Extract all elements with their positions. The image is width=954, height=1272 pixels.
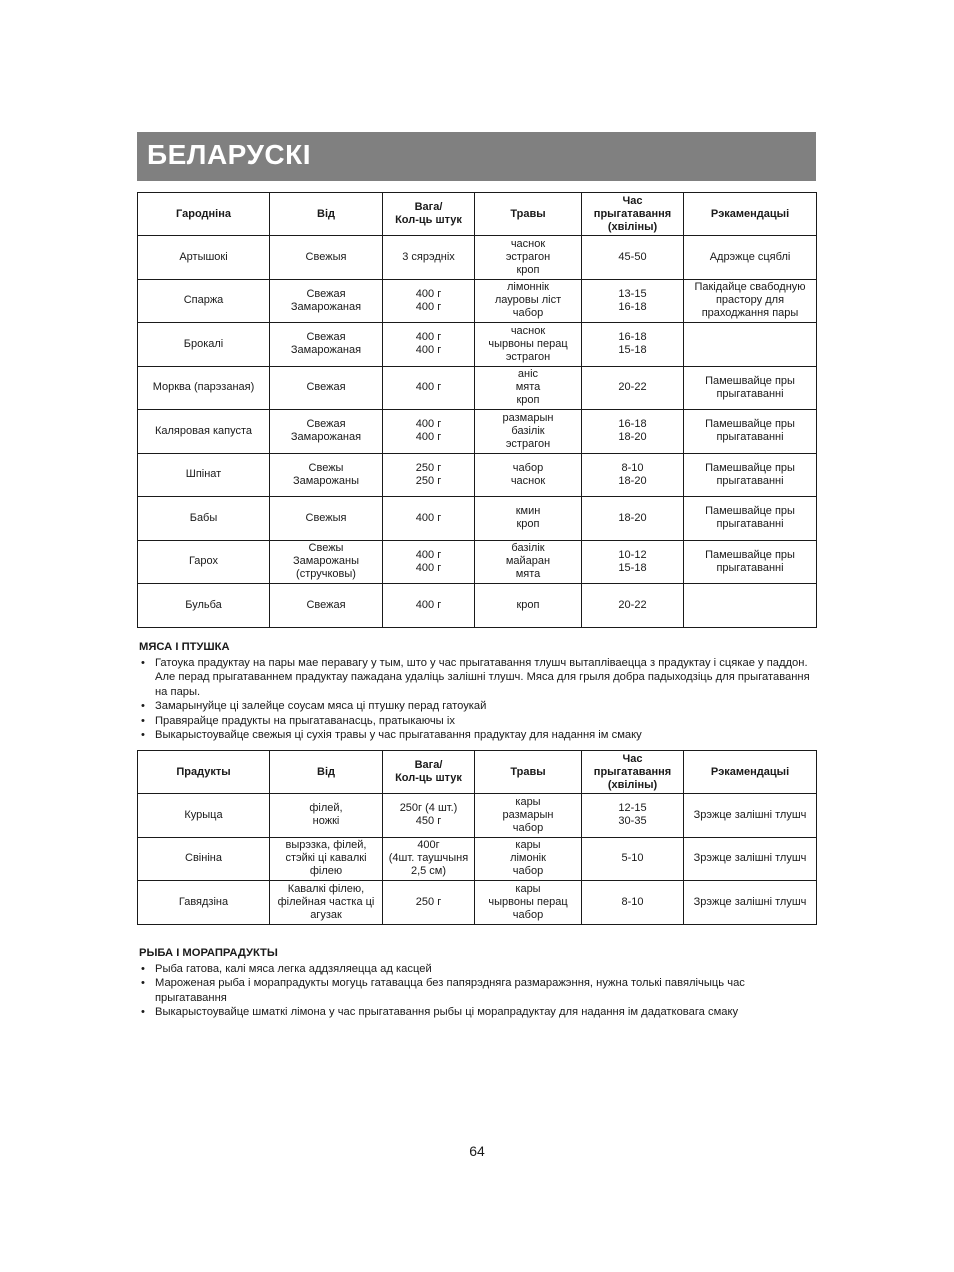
- table-row: [138, 584, 817, 628]
- table-cell: 400 г 400 г: [383, 540, 475, 584]
- table-row: [138, 453, 817, 497]
- table-row: [138, 236, 817, 280]
- fish-seafood-section: [139, 946, 819, 1020]
- table-row: [138, 540, 817, 584]
- list-item-text: Замарынуйце ці залейце соусам мяса ці птушку перад гатоукай: [155, 700, 487, 712]
- list-item: [139, 976, 819, 1005]
- header-cell: Травы: [475, 193, 582, 236]
- table-row: [138, 881, 817, 925]
- tips-list: [139, 962, 819, 1020]
- header-cell: Гароднiна: [138, 193, 270, 236]
- table-cell: Свежыя: [270, 497, 383, 541]
- table-cell: Спаржа: [138, 279, 270, 323]
- table-cell: Памешвайце пры прыгатаваннi: [684, 497, 817, 541]
- tips-list: [139, 656, 819, 743]
- table-cell: [684, 584, 817, 628]
- bullet-icon: •: [141, 977, 145, 989]
- table-cell: кары размарын чабор: [475, 794, 582, 838]
- table-cell: Бульба: [138, 584, 270, 628]
- table-cell: Свежыя: [270, 236, 383, 280]
- page-number: 64: [469, 1143, 485, 1159]
- table-row: [138, 366, 817, 410]
- table-cell: Каляровая капуста: [138, 410, 270, 454]
- table-cell: 400 г 400 г: [383, 279, 475, 323]
- table-cell: 250г (4 шт.) 450 г: [383, 794, 475, 838]
- bullet-icon: •: [141, 729, 145, 741]
- table-cell: кмин кроп: [475, 497, 582, 541]
- table-cell: чабор часнок: [475, 453, 582, 497]
- table-cell: 20-22: [582, 584, 684, 628]
- table-cell: Свежая Замарожаная: [270, 279, 383, 323]
- list-item-text: Выкарыстоувайце шматкі лімона у час прыгатавання рыбы ці морапрадуктау для надання ім дадатковага смаку: [155, 1006, 739, 1018]
- table-cell: Курыца: [138, 794, 270, 838]
- header-cell: Від: [270, 751, 383, 794]
- table-cell: 400г (4шт. таушчыня 2,5 см): [383, 837, 475, 881]
- header-cell: Рэкамендацыi: [684, 193, 817, 236]
- table-cell: Свежая Замарожаная: [270, 323, 383, 367]
- table-cell: Свежая: [270, 584, 383, 628]
- table-cell: Бабы: [138, 497, 270, 541]
- table-cell: Зрэжце залiшнi тлушч: [684, 837, 817, 881]
- table-cell: 8-10 18-20: [582, 453, 684, 497]
- meat-poultry-section: [139, 640, 819, 743]
- list-item: [139, 1005, 819, 1020]
- table-cell: 18-20: [582, 497, 684, 541]
- table-cell: кары чырвоны перац чабор: [475, 881, 582, 925]
- table-cell: 16-18 15-18: [582, 323, 684, 367]
- table-cell: 5-10: [582, 837, 684, 881]
- table-cell: лімоннік лауровы ліст чабор: [475, 279, 582, 323]
- table-cell: 400 г 400 г: [383, 323, 475, 367]
- table-cell: 13-15 16-18: [582, 279, 684, 323]
- table-cell: Памешвайце пры прыгатаваннi: [684, 540, 817, 584]
- header-cell: Від: [270, 193, 383, 236]
- table-cell: размарын базiлiк эстрагон: [475, 410, 582, 454]
- table-cell: Памешвайце пры прыгатаваннi: [684, 366, 817, 410]
- table-cell: 250 г 250 г: [383, 453, 475, 497]
- table-cell: 20-22: [582, 366, 684, 410]
- table-cell: кары лімонік чабор: [475, 837, 582, 881]
- table-cell: 400 г 400 г: [383, 410, 475, 454]
- table-row: [138, 794, 817, 838]
- list-item-text: Гатоука прадуктау на пары мае перавагу у тым, што у час прыгатавання тлушч вытапліваецца з прадуктау і сцякае у паддон. Але перад прыгатаваннем прадуктау пажадана удаліць залішні тлушч. Мяса для грыля добра падыходзіць для прыгатавання на пары.: [155, 656, 810, 698]
- table-cell: Свiнiна: [138, 837, 270, 881]
- header-cell: Травы: [475, 751, 582, 794]
- table-cell: Артышокi: [138, 236, 270, 280]
- bullet-icon: •: [141, 1006, 145, 1018]
- header-cell: Рэкамендацыi: [684, 751, 817, 794]
- table-cell: Памешвайце пры прыгатаваннi: [684, 453, 817, 497]
- table-cell: анiс мята кроп: [475, 366, 582, 410]
- table-cell: часнок чырвоны перац эстрагон: [475, 323, 582, 367]
- section-heading: РЫБА I МОРАПРАДУКТЫ: [139, 947, 278, 959]
- table-cell: Зрэжце залiшнi тлушч: [684, 881, 817, 925]
- bullet-icon: •: [141, 962, 145, 975]
- table-cell: Гавядзiна: [138, 881, 270, 925]
- table-row: [138, 323, 817, 367]
- header-cell: Час прыгатавання (хвiлiны): [582, 751, 684, 794]
- table-cell: Шпiнат: [138, 453, 270, 497]
- list-item-text: Мароженая рыба і морапрадукты могуць гатавацца без папярэдняга размаражэння, нужна толькі павялічыць час прыгатавання: [155, 977, 745, 1004]
- table-cell: Памешвайце пры прыгатаваннi: [684, 410, 817, 454]
- table-cell: філей, ножкі: [270, 794, 383, 838]
- bullet-icon: •: [141, 714, 145, 727]
- header-cell: Вага/ Кол-ць штук: [383, 193, 475, 236]
- vegetables-table: [137, 192, 817, 628]
- table-cell: Кавалкі філею, філейная частка ці агузак: [270, 881, 383, 925]
- table-cell: Свежы Замарожаны (стручковы): [270, 540, 383, 584]
- table-cell: базiлiк майаран мята: [475, 540, 582, 584]
- list-item-text: Рыба гатова, калі мяса легка аддзяляецца ад касцей: [155, 962, 432, 975]
- list-item: [139, 728, 819, 743]
- table-cell: Морква (парэзаная): [138, 366, 270, 410]
- table-cell: Адрэжце сцяблi: [684, 236, 817, 280]
- table-cell: вырэзка, філей, стэйкі ці кавалкі філею: [270, 837, 383, 881]
- table-cell: часнок эстрагон кроп: [475, 236, 582, 280]
- table-cell: Свежы Замарожаны: [270, 453, 383, 497]
- section-banner: [137, 132, 816, 181]
- list-item: [139, 699, 819, 714]
- table-cell: 12-15 30-35: [582, 794, 684, 838]
- table-cell: [684, 323, 817, 367]
- list-item: [139, 656, 819, 700]
- table-cell: 400 г: [383, 366, 475, 410]
- table-cell: 45-50: [582, 236, 684, 280]
- list-item-text: Выкарыстоувайце свежыя ці сухія травы у час прыгатавання прадуктау для надання ім смаку: [155, 729, 642, 741]
- bullet-icon: •: [141, 656, 145, 669]
- table-row: [138, 837, 817, 881]
- table-cell: 8-10: [582, 881, 684, 925]
- table-cell: Свежая: [270, 366, 383, 410]
- table-cell: Свежая Замарожаная: [270, 410, 383, 454]
- header-cell: Вага/ Кол-ць штук: [383, 751, 475, 794]
- bullet-icon: •: [141, 700, 145, 712]
- table-header-row: [138, 193, 817, 236]
- table-cell: 250 г: [383, 881, 475, 925]
- table-cell: 400 г: [383, 584, 475, 628]
- table-row: [138, 279, 817, 323]
- table-cell: 400 г: [383, 497, 475, 541]
- table-cell: Зрэжце залiшнi тлушч: [684, 794, 817, 838]
- meat-table: [137, 750, 817, 925]
- table-cell: 10-12 15-18: [582, 540, 684, 584]
- list-item: [139, 962, 819, 977]
- table-cell: Брокалi: [138, 323, 270, 367]
- list-item: [139, 714, 819, 729]
- table-cell: Гарох: [138, 540, 270, 584]
- table-row: [138, 410, 817, 454]
- page-title: БЕЛАРУСКІ: [147, 139, 311, 170]
- table-cell: 16-18 18-20: [582, 410, 684, 454]
- header-cell: Час прыгатавання (хвiлiны): [582, 193, 684, 236]
- table-cell: Пакiдайце свабодную прастору для праходжання пары: [684, 279, 817, 323]
- table-row: [138, 497, 817, 541]
- table-cell: 3 сярэднiх: [383, 236, 475, 280]
- table-cell: кроп: [475, 584, 582, 628]
- table-header-row: [138, 751, 817, 794]
- header-cell: Прадукты: [138, 751, 270, 794]
- section-heading: МЯСА I ПТУШКА: [139, 641, 230, 653]
- list-item-text: Правярайце прадукты на прыгатаванасць, пратыкаючы іх: [155, 714, 455, 727]
